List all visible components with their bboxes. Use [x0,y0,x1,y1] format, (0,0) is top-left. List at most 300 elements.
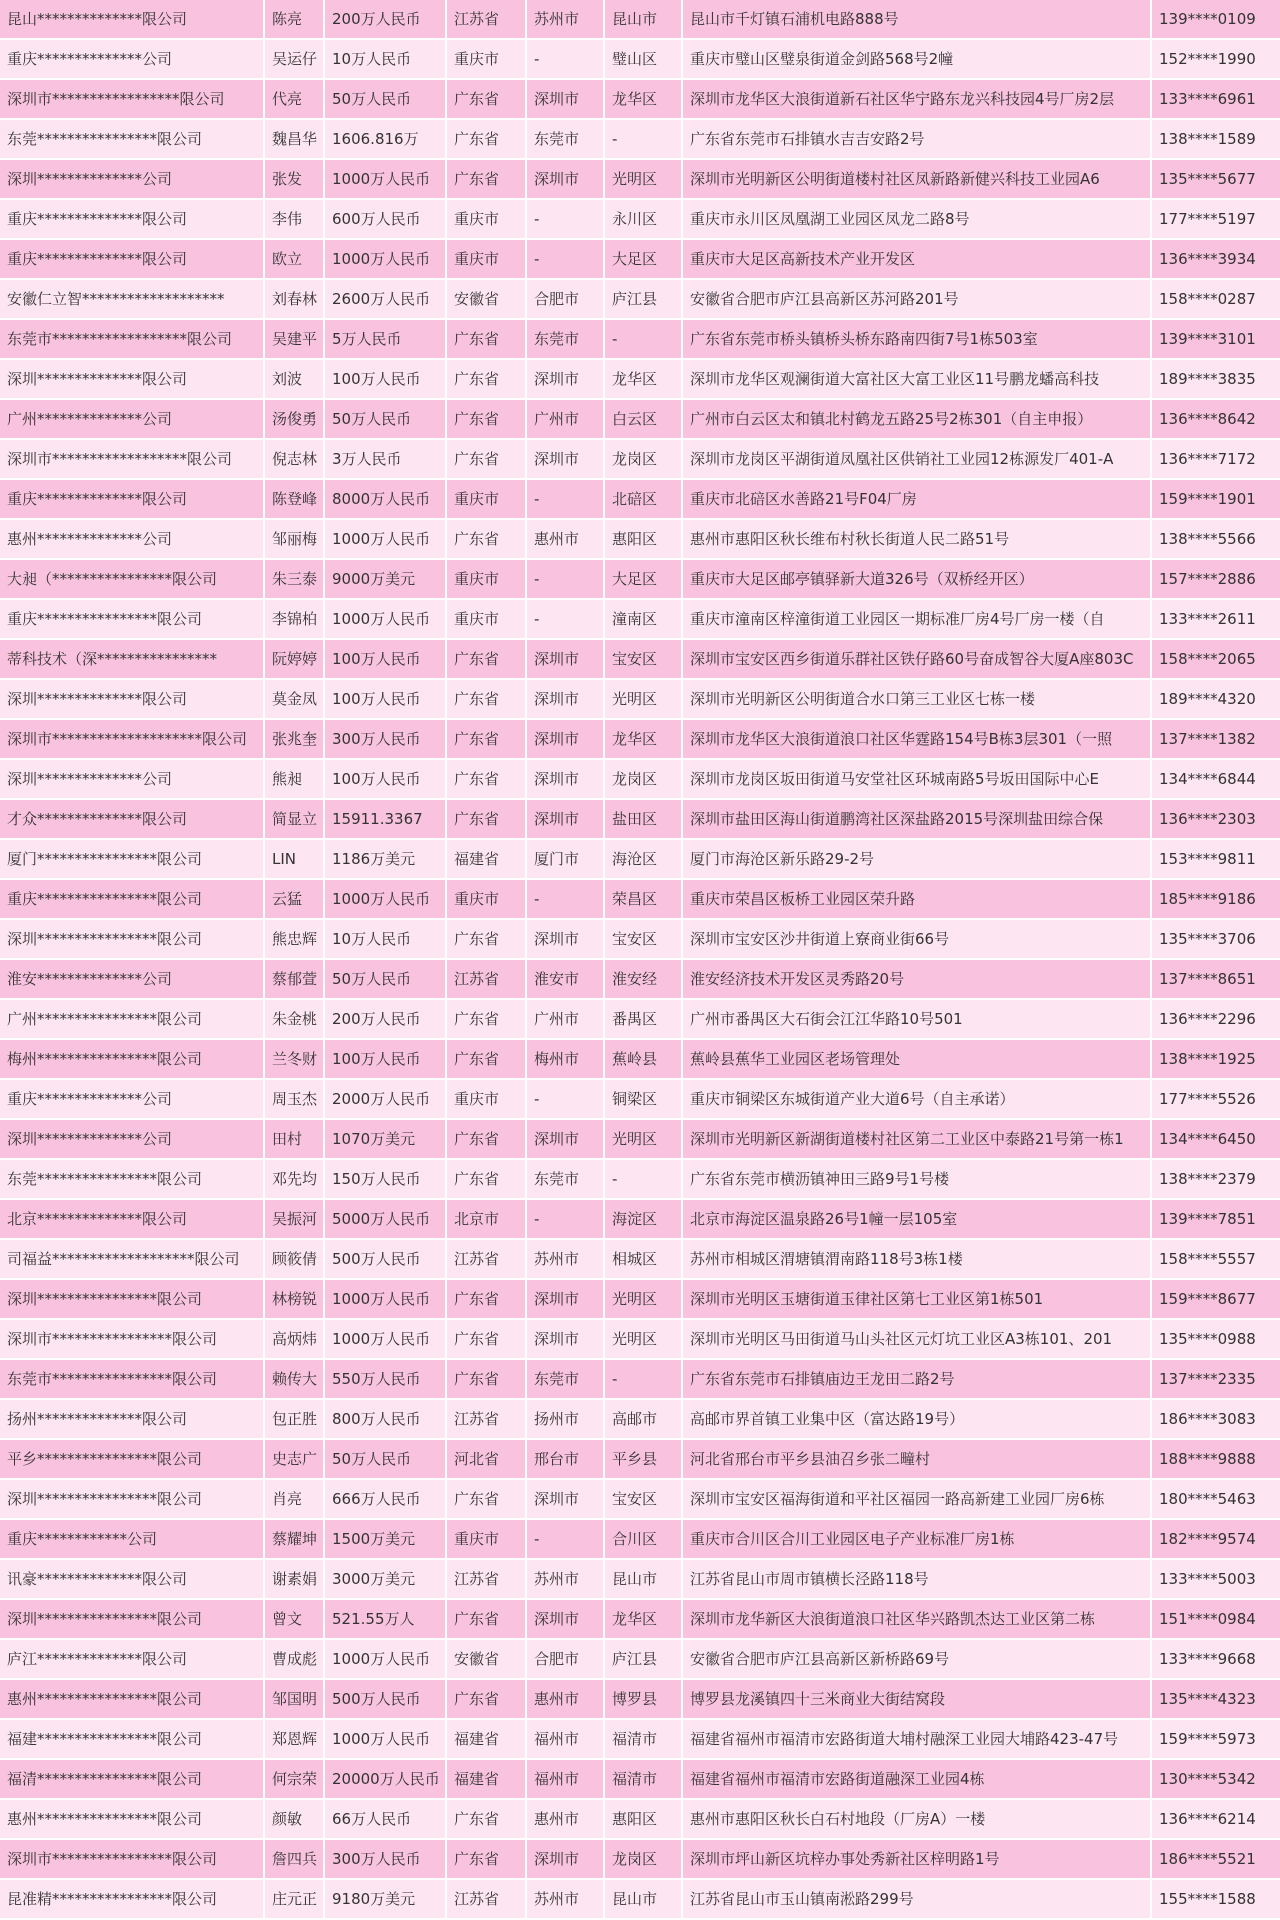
phone-cell: 136****7172 [1152,440,1280,480]
address-cell: 深圳市龙岗区平湖街道凤凰社区供销社工业园12栋源发厂401-A [683,440,1152,480]
address-cell: 高邮市界首镇工业集中区（富达路19号） [683,1400,1152,1440]
city-cell: - [527,1080,605,1120]
registered-capital-cell: 100万人民币 [325,1040,447,1080]
registered-capital-cell: 1606.816万 [325,120,447,160]
province-cell: 江苏省 [447,1400,527,1440]
legal-person-cell: 颜敏 [265,1800,325,1840]
address-cell: 深圳市光明新区公明街道楼村社区凤新路新健兴科技工业园A6 [683,160,1152,200]
phone-cell: 177****5526 [1152,1080,1280,1120]
company-name-cell: 深圳**************公司 [0,160,265,200]
province-cell: 重庆市 [447,240,527,280]
registered-capital-cell: 1000万人民币 [325,1720,447,1760]
registered-capital-cell: 66万人民币 [325,1800,447,1840]
city-cell: 深圳市 [527,1280,605,1320]
province-cell: 广东省 [447,1160,527,1200]
table-row [0,0,1280,40]
address-cell: 河北省邢台市平乡县油召乡张二疃村 [683,1440,1152,1480]
table-row [0,680,1280,720]
legal-person-cell: 阮婷婷 [265,640,325,680]
city-cell: 东莞市 [527,1160,605,1200]
table-row [0,1400,1280,1440]
district-cell: 大足区 [605,240,683,280]
legal-person-cell: 陈亮 [265,0,325,40]
table-row [0,1000,1280,1040]
city-cell: 梅州市 [527,1040,605,1080]
district-cell: 龙岗区 [605,440,683,480]
phone-cell: 136****6214 [1152,1800,1280,1840]
province-cell: 广东省 [447,1480,527,1520]
phone-cell: 158****2065 [1152,640,1280,680]
table-row [0,1840,1280,1880]
registered-capital-cell: 1000万人民币 [325,160,447,200]
registered-capital-cell: 10万人民币 [325,40,447,80]
legal-person-cell: 曹成彪 [265,1640,325,1680]
company-name-cell: 福清****************限公司 [0,1760,265,1800]
table-row [0,320,1280,360]
registered-capital-cell: 800万人民币 [325,1400,447,1440]
company-name-cell: 重庆**************限公司 [0,240,265,280]
city-cell: - [527,600,605,640]
phone-cell: 139****3101 [1152,320,1280,360]
city-cell: - [527,200,605,240]
district-cell: 福清市 [605,1720,683,1760]
address-cell: 深圳市龙华区观澜街道大富社区大富工业区11号鹏龙蟠高科技 [683,360,1152,400]
address-cell: 重庆市北碚区水善路21号F04厂房 [683,480,1152,520]
registered-capital-cell: 100万人民币 [325,760,447,800]
city-cell: 深圳市 [527,800,605,840]
legal-person-cell: 李锦柏 [265,600,325,640]
table-row [0,720,1280,760]
city-cell: 深圳市 [527,720,605,760]
registered-capital-cell: 1500万美元 [325,1520,447,1560]
phone-cell: 134****6450 [1152,1120,1280,1160]
address-cell: 昆山市千灯镇石浦机电路888号 [683,0,1152,40]
phone-cell: 189****4320 [1152,680,1280,720]
company-name-cell: 重庆****************限公司 [0,880,265,920]
phone-cell: 130****5342 [1152,1760,1280,1800]
company-name-cell: 深圳市****************限公司 [0,1320,265,1360]
district-cell: - [605,1360,683,1400]
table-row [0,240,1280,280]
registered-capital-cell: 10万人民币 [325,920,447,960]
district-cell: 大足区 [605,560,683,600]
city-cell: 深圳市 [527,80,605,120]
company-name-cell: 深圳**************公司 [0,760,265,800]
city-cell: 厦门市 [527,840,605,880]
district-cell: - [605,320,683,360]
registered-capital-cell: 1000万人民币 [325,1320,447,1360]
registered-capital-cell: 1186万美元 [325,840,447,880]
legal-person-cell: 吴运仔 [265,40,325,80]
province-cell: 广东省 [447,720,527,760]
company-name-cell: 福建****************限公司 [0,1720,265,1760]
address-cell: 深圳市宝安区福海街道和平社区福园一路高新建工业园厂房6栋 [683,1480,1152,1520]
address-cell: 博罗县龙溪镇四十三米商业大街结窝段 [683,1680,1152,1720]
table-row [0,1200,1280,1240]
registered-capital-cell: 521.55万人 [325,1600,447,1640]
city-cell: 深圳市 [527,160,605,200]
city-cell: 东莞市 [527,320,605,360]
city-cell: 深圳市 [527,760,605,800]
city-cell: - [527,560,605,600]
city-cell: 深圳市 [527,1320,605,1360]
table-row [0,1120,1280,1160]
city-cell: 苏州市 [527,1880,605,1920]
legal-person-cell: 刘春林 [265,280,325,320]
phone-cell: 182****9574 [1152,1520,1280,1560]
legal-person-cell: 庄元正 [265,1880,325,1920]
district-cell: 光明区 [605,1320,683,1360]
district-cell: 合川区 [605,1520,683,1560]
phone-cell: 137****1382 [1152,720,1280,760]
address-cell: 蕉岭县蕉华工业园区老场管理处 [683,1040,1152,1080]
legal-person-cell: 邹丽梅 [265,520,325,560]
city-cell: 深圳市 [527,640,605,680]
city-cell: 苏州市 [527,1560,605,1600]
table-row [0,1480,1280,1520]
phone-cell: 189****3835 [1152,360,1280,400]
legal-person-cell: 汤俊勇 [265,400,325,440]
table-row [0,1040,1280,1080]
province-cell: 广东省 [447,920,527,960]
company-name-cell: 东莞****************限公司 [0,1160,265,1200]
city-cell: 东莞市 [527,120,605,160]
phone-cell: 135****3706 [1152,920,1280,960]
company-name-cell: 深圳市********************限公司 [0,720,265,760]
province-cell: 广东省 [447,160,527,200]
province-cell: 广东省 [447,1320,527,1360]
address-cell: 福建省福州市福清市宏路街道大埔村融深工业园大埔路423-47号 [683,1720,1152,1760]
province-cell: 广东省 [447,800,527,840]
address-cell: 淮安经济技术开发区灵秀路20号 [683,960,1152,1000]
address-cell: 重庆市大足区邮亭镇驿新大道326号（双桥经开区） [683,560,1152,600]
table-row [0,440,1280,480]
legal-person-cell: 蔡郁萱 [265,960,325,1000]
table-row [0,840,1280,880]
company-name-cell: 重庆**************限公司 [0,480,265,520]
province-cell: 重庆市 [447,1080,527,1120]
city-cell: 邢台市 [527,1440,605,1480]
district-cell: 高邮市 [605,1400,683,1440]
city-cell: - [527,1520,605,1560]
phone-cell: 158****5557 [1152,1240,1280,1280]
province-cell: 福建省 [447,840,527,880]
province-cell: 广东省 [447,520,527,560]
company-name-cell: 深圳****************限公司 [0,1600,265,1640]
address-cell: 江苏省昆山市周市镇横长泾路118号 [683,1560,1152,1600]
registered-capital-cell: 8000万人民币 [325,480,447,520]
phone-cell: 137****8651 [1152,960,1280,1000]
registered-capital-cell: 500万人民币 [325,1240,447,1280]
registered-capital-cell: 666万人民币 [325,1480,447,1520]
table-row [0,800,1280,840]
registered-capital-cell: 50万人民币 [325,1440,447,1480]
phone-cell: 177****5197 [1152,200,1280,240]
legal-person-cell: 顾筱倩 [265,1240,325,1280]
district-cell: 惠阳区 [605,1800,683,1840]
company-name-cell: 东莞****************限公司 [0,120,265,160]
company-name-cell: 深圳****************限公司 [0,920,265,960]
legal-person-cell: 何宗荣 [265,1760,325,1800]
phone-cell: 135****4323 [1152,1680,1280,1720]
province-cell: 江苏省 [447,0,527,40]
company-name-cell: 重庆****************限公司 [0,600,265,640]
address-cell: 深圳市宝安区西乡街道乐群社区铁仔路60号奋成智谷大厦A座803C [683,640,1152,680]
phone-cell: 157****2886 [1152,560,1280,600]
province-cell: 广东省 [447,1280,527,1320]
province-cell: 福建省 [447,1720,527,1760]
table-row [0,1760,1280,1800]
city-cell: - [527,480,605,520]
legal-person-cell: 欧立 [265,240,325,280]
phone-cell: 136****2303 [1152,800,1280,840]
address-cell: 深圳市盐田区海山街道鹏湾社区深盐路2015号深圳盐田综合保 [683,800,1152,840]
phone-cell: 134****6844 [1152,760,1280,800]
province-cell: 广东省 [447,360,527,400]
table-row [0,1360,1280,1400]
table-row [0,200,1280,240]
table-row [0,280,1280,320]
company-name-cell: 广州****************限公司 [0,1000,265,1040]
table-row [0,640,1280,680]
district-cell: 庐江县 [605,1640,683,1680]
registered-capital-cell: 3万人民币 [325,440,447,480]
legal-person-cell: 史志广 [265,1440,325,1480]
district-cell: 海沧区 [605,840,683,880]
registered-capital-cell: 1000万人民币 [325,240,447,280]
district-cell: 惠阳区 [605,520,683,560]
phone-cell: 136****8642 [1152,400,1280,440]
city-cell: 惠州市 [527,520,605,560]
company-name-cell: 重庆**************限公司 [0,200,265,240]
address-cell: 惠州市惠阳区秋长白石村地段（厂房A）一楼 [683,1800,1152,1840]
address-cell: 广东省东莞市石排镇水吉吉安路2号 [683,120,1152,160]
province-cell: 广东省 [447,1000,527,1040]
city-cell: 东莞市 [527,1360,605,1400]
phone-cell: 155****1588 [1152,1880,1280,1920]
table-row [0,360,1280,400]
province-cell: 重庆市 [447,480,527,520]
address-cell: 深圳市光明新区新湖街道楼村社区第二工业区中泰路21号第一栋1 [683,1120,1152,1160]
address-cell: 深圳市光明区马田街道马山头社区元灯坑工业区A3栋101、201 [683,1320,1152,1360]
address-cell: 重庆市合川区合川工业园区电子产业标准厂房1栋 [683,1520,1152,1560]
company-name-cell: 广州**************公司 [0,400,265,440]
company-name-cell: 庐江**************限公司 [0,1640,265,1680]
registered-capital-cell: 9180万美元 [325,1880,447,1920]
address-cell: 深圳市坪山新区坑梓办事处秀新社区梓明路1号 [683,1840,1152,1880]
legal-person-cell: 郑恩辉 [265,1720,325,1760]
city-cell: 深圳市 [527,680,605,720]
district-cell: 潼南区 [605,600,683,640]
registered-capital-cell: 1070万美元 [325,1120,447,1160]
phone-cell: 153****9811 [1152,840,1280,880]
city-cell: 惠州市 [527,1800,605,1840]
table-row [0,1160,1280,1200]
district-cell: 博罗县 [605,1680,683,1720]
phone-cell: 138****1589 [1152,120,1280,160]
registered-capital-cell: 50万人民币 [325,960,447,1000]
address-cell: 深圳市光明区玉塘街道玉律社区第七工业区第1栋501 [683,1280,1152,1320]
company-name-cell: 深圳**************限公司 [0,680,265,720]
province-cell: 广东省 [447,640,527,680]
registered-capital-cell: 5万人民币 [325,320,447,360]
phone-cell: 138****5566 [1152,520,1280,560]
table-row [0,40,1280,80]
phone-cell: 186****3083 [1152,1400,1280,1440]
table-row [0,880,1280,920]
table-row [0,560,1280,600]
legal-person-cell: 倪志林 [265,440,325,480]
province-cell: 广东省 [447,760,527,800]
city-cell: 深圳市 [527,440,605,480]
company-name-cell: 梅州****************限公司 [0,1040,265,1080]
legal-person-cell: 简显立 [265,800,325,840]
province-cell: 北京市 [447,1200,527,1240]
district-cell: - [605,1160,683,1200]
province-cell: 重庆市 [447,560,527,600]
table-row [0,1240,1280,1280]
district-cell: 福清市 [605,1760,683,1800]
address-cell: 广东省东莞市桥头镇桥头桥东路南四街7号1栋503室 [683,320,1152,360]
legal-person-cell: 代亮 [265,80,325,120]
address-cell: 江苏省昆山市玉山镇南淞路299号 [683,1880,1152,1920]
city-cell: 淮安市 [527,960,605,1000]
city-cell: 扬州市 [527,1400,605,1440]
address-cell: 重庆市铜梁区东城街道产业大道6号（自主承诺） [683,1080,1152,1120]
registered-capital-cell: 3000万美元 [325,1560,447,1600]
table-row [0,1520,1280,1560]
district-cell: 宝安区 [605,920,683,960]
phone-cell: 139****0109 [1152,0,1280,40]
district-cell: 昆山市 [605,0,683,40]
address-cell: 厦门市海沧区新乐路29-2号 [683,840,1152,880]
province-cell: 广东省 [447,1040,527,1080]
city-cell: 广州市 [527,1000,605,1040]
legal-person-cell: 刘波 [265,360,325,400]
address-cell: 广州市白云区太和镇北村鹤龙五路25号2栋301（自主申报） [683,400,1152,440]
company-name-cell: 东莞市****************限公司 [0,1360,265,1400]
legal-person-cell: 詹四兵 [265,1840,325,1880]
address-cell: 重庆市永川区凤凰湖工业园区凤龙二路8号 [683,200,1152,240]
address-cell: 深圳市龙华区大浪街道新石社区华宁路东龙兴科技园4号厂房2层 [683,80,1152,120]
address-cell: 苏州市相城区渭塘镇渭南路118号3栋1楼 [683,1240,1152,1280]
company-name-cell: 安徽仁立智******************* [0,280,265,320]
table-row [0,400,1280,440]
district-cell: - [605,120,683,160]
registered-capital-cell: 150万人民币 [325,1160,447,1200]
company-name-cell: 平乡****************限公司 [0,1440,265,1480]
province-cell: 广东省 [447,1360,527,1400]
city-cell: 深圳市 [527,1840,605,1880]
phone-cell: 188****9888 [1152,1440,1280,1480]
phone-cell: 133****9668 [1152,1640,1280,1680]
province-cell: 广东省 [447,400,527,440]
district-cell: 白云区 [605,400,683,440]
district-cell: 北碚区 [605,480,683,520]
legal-person-cell: 周玉杰 [265,1080,325,1120]
registered-capital-cell: 500万人民币 [325,1680,447,1720]
district-cell: 光明区 [605,1120,683,1160]
table-row [0,480,1280,520]
district-cell: 龙岗区 [605,1840,683,1880]
phone-cell: 159****8677 [1152,1280,1280,1320]
legal-person-cell: 李伟 [265,200,325,240]
district-cell: 昆山市 [605,1560,683,1600]
phone-cell: 159****1901 [1152,480,1280,520]
legal-person-cell: 吴振河 [265,1200,325,1240]
district-cell: 宝安区 [605,640,683,680]
registered-capital-cell: 2600万人民币 [325,280,447,320]
province-cell: 广东省 [447,1800,527,1840]
address-cell: 北京市海淀区温泉路26号1幢一层105室 [683,1200,1152,1240]
district-cell: 番禺区 [605,1000,683,1040]
registered-capital-cell: 50万人民币 [325,400,447,440]
district-cell: 淮安经 [605,960,683,1000]
company-name-cell: 司福益*******************限公司 [0,1240,265,1280]
table-row [0,1720,1280,1760]
table-row [0,520,1280,560]
table-row [0,1640,1280,1680]
district-cell: 龙华区 [605,1600,683,1640]
phone-cell: 158****0287 [1152,280,1280,320]
address-cell: 重庆市荣昌区板桥工业园区荣升路 [683,880,1152,920]
company-name-cell: 惠州****************限公司 [0,1800,265,1840]
province-cell: 安徽省 [447,280,527,320]
company-name-cell: 重庆**************公司 [0,1080,265,1120]
company-name-cell: 深圳****************限公司 [0,1280,265,1320]
company-name-cell: 昆山**************限公司 [0,0,265,40]
district-cell: 龙华区 [605,80,683,120]
legal-person-cell: 张兆奎 [265,720,325,760]
address-cell: 重庆市璧山区璧泉街道金剑路568号2幢 [683,40,1152,80]
registered-capital-cell: 100万人民币 [325,680,447,720]
table-row [0,1880,1280,1920]
legal-person-cell: 蔡耀坤 [265,1520,325,1560]
phone-cell: 133****2611 [1152,600,1280,640]
province-cell: 重庆市 [447,40,527,80]
province-cell: 广东省 [447,1680,527,1720]
district-cell: 光明区 [605,160,683,200]
address-cell: 广州市番禺区大石街会江江华路10号501 [683,1000,1152,1040]
company-name-cell: 蒂科技术（深**************** [0,640,265,680]
province-cell: 重庆市 [447,600,527,640]
legal-person-cell: 邹国明 [265,1680,325,1720]
table-row [0,120,1280,160]
company-name-cell: 扬州**************限公司 [0,1400,265,1440]
table-row [0,1080,1280,1120]
city-cell: 深圳市 [527,360,605,400]
registered-capital-cell: 15911.3367 [325,800,447,840]
city-cell: 合肥市 [527,1640,605,1680]
province-cell: 江苏省 [447,1880,527,1920]
address-cell: 安徽省合肥市庐江县高新区苏河路201号 [683,280,1152,320]
district-cell: 龙华区 [605,360,683,400]
address-cell: 重庆市大足区高新技术产业开发区 [683,240,1152,280]
registered-capital-cell: 100万人民币 [325,360,447,400]
registered-capital-cell: 1000万人民币 [325,1640,447,1680]
province-cell: 福建省 [447,1760,527,1800]
registered-capital-cell: 200万人民币 [325,1000,447,1040]
company-name-cell: 北京**************限公司 [0,1200,265,1240]
registered-capital-cell: 50万人民币 [325,80,447,120]
registered-capital-cell: 9000万美元 [325,560,447,600]
address-cell: 深圳市宝安区沙井街道上寮商业街66号 [683,920,1152,960]
city-cell: 广州市 [527,400,605,440]
registered-capital-cell: 5000万人民币 [325,1200,447,1240]
registered-capital-cell: 300万人民币 [325,1840,447,1880]
phone-cell: 136****2296 [1152,1000,1280,1040]
province-cell: 江苏省 [447,1240,527,1280]
